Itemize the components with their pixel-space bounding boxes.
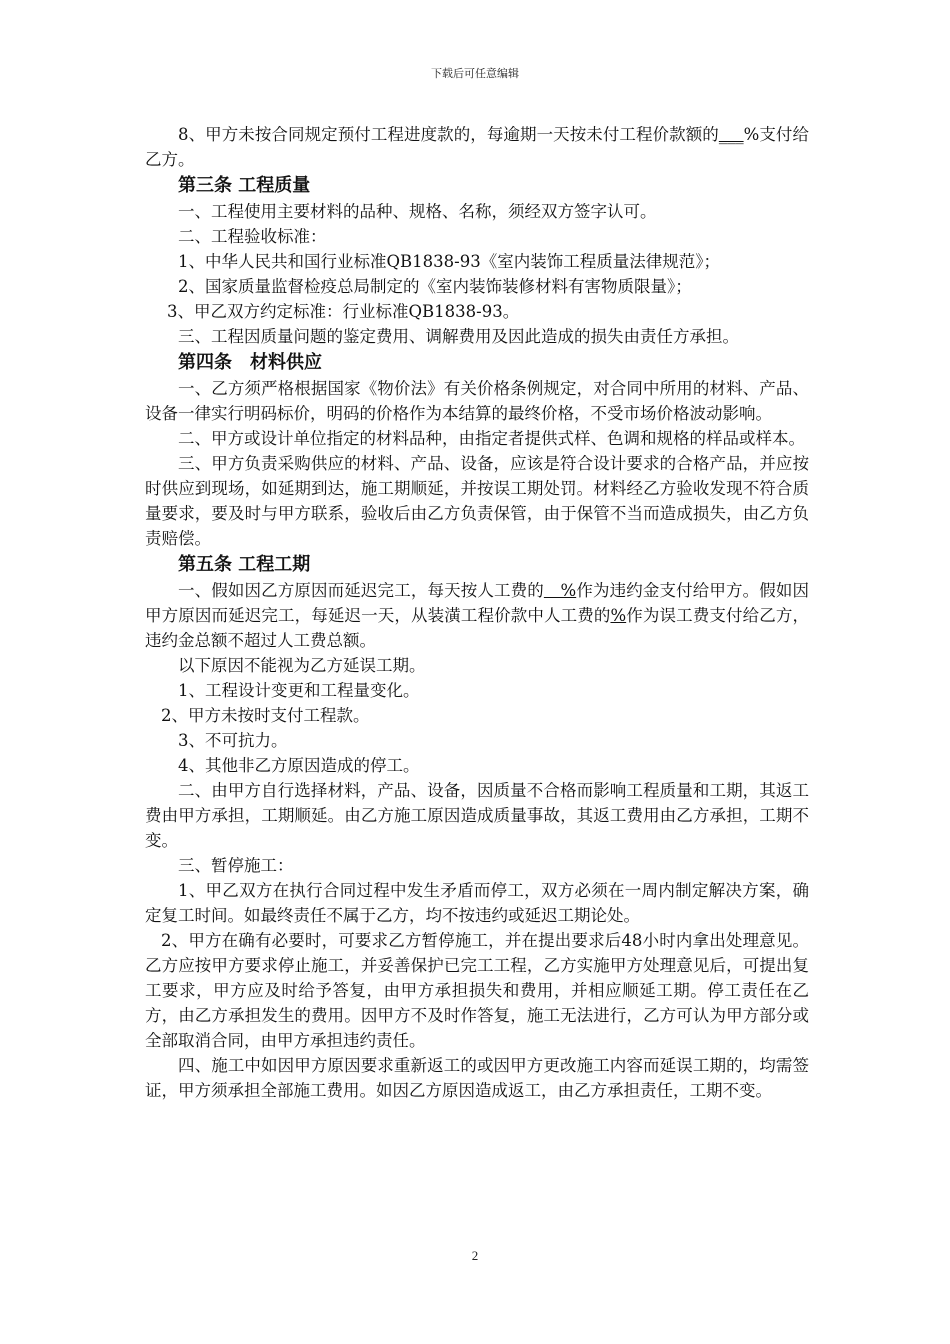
section-5-item-1-b: 作为违约金支付给甲方。假如因甲方原因而延迟完工，每延迟一天，从装潢工程价款中人工费的 <box>145 581 810 625</box>
section-5-blank-2: % <box>610 606 627 625</box>
page-number: 2 <box>471 1248 479 1263</box>
section-5-reason-2: 2、甲方未按时支付工程款。 <box>161 706 370 725</box>
clause-8-paragraph <box>145 122 809 172</box>
section-5-blank-1: % <box>543 581 577 600</box>
section-5-item-1-c: 作为误工费支付给乙方，违约金总额不超过人工费总额。 <box>145 606 810 650</box>
section-4-item-3: 三、甲方负责采购供应的材料、产品、设备，应该是符合设计要求的合格产品，并应按时供应到现场，如延期到达，施工期顺延，并按误工期处罚。材料经乙方验收发现不符合质量要求，要及时与甲方联系，验收后由乙方负责保管，由于保管不当而造成损失，由乙方负责赔偿。 <box>145 454 809 548</box>
section-5-item-4: 四、施工中如因甲方原因要求重新返工的或因甲方更改施工内容而延误工期的，均需签证，甲方须承担全部施工费用。如因乙方原因造成返工，由乙方承担责任，工期不变。 <box>145 1056 809 1100</box>
section-3-item-1: 一、工程使用主要材料的品种、规格、名称，须经双方签字认可。 <box>178 202 657 221</box>
section-5-note: 以下原因不能视为乙方延误工期。 <box>178 656 426 675</box>
section-5-title: 第五条 工程工期 <box>178 554 311 575</box>
section-3-item-3: 三、工程因质量问题的鉴定费用、调解费用及因此造成的损失由责任方承担。 <box>178 327 739 346</box>
clause-8-text: 8、甲方未按合同规定预付工程进度款的，每逾期一天按未付工程价款额的 <box>178 125 719 144</box>
section-4-item-2: 二、甲方或设计单位指定的材料品种，由指定者提供式样、色调和规格的样品或样本。 <box>178 429 805 448</box>
section-5-suspension-2: 2、甲方在确有必要时，可要求乙方暂停施工，并在提出要求后48小时内拿出处理意见。乙方应按甲方要求停止施工，并妥善保护已完工工程，乙方实施甲方处理意见后，可提出复工要求，甲方应及时给予答复，由甲方承担损失和费用，并相应顺延工期。停工责任在乙方，由乙方承担发生的费用。因甲方不及时作答复，施工无法进行，乙方可认为甲方部分或全部取消合同，由甲方承担违约责任。 <box>145 931 809 1050</box>
section-4-item-1: 一、乙方须严格根据国家《物价法》有关价格条例规定，对合同中所用的材料、产品、设备一律实行明码标价，明码的价格作为本结算的最终价格，不受市场价格波动影响。 <box>145 379 809 423</box>
section-5-item-2: 二、由甲方自行选择材料，产品、设备，因质量不合格而影响工程质量和工期，其返工费由甲方承担，工期顺延。由乙方施工原因造成质量事故，其返工费用由乙方承担，工期不变。 <box>145 781 809 850</box>
section-5-item-1 <box>145 578 809 653</box>
section-5-item-3: 三、暂停施工： <box>178 856 294 875</box>
header-note: 下载后可任意编辑 <box>431 67 519 80</box>
section-5-suspension-1: 1、甲乙双方在执行合同过程中发生矛盾而停工，双方必须在一周内制定解决方案，确定复工时间。如最终责任不属于乙方，均不按违约或延迟工期论处。 <box>145 881 809 925</box>
section-3-item-2: 二、工程验收标准： <box>178 227 327 246</box>
section-5-item-1-a: 一、假如因乙方原因而延迟完工，每天按人工费的 <box>178 581 544 600</box>
section-4-title: 第四条 材料供应 <box>178 352 322 373</box>
document-body <box>145 122 809 1103</box>
section-3-title: 第三条 工程质量 <box>178 175 311 196</box>
section-3-standard-1: 1、中华人民共和国行业标准QB1838-93《室内装饰工程质量法律规范》； <box>178 252 720 271</box>
section-3-standard-2: 2、国家质量监督检疫总局制定的《室内装饰装修材料有害物质限量》； <box>178 277 692 296</box>
section-3-standard-3: 3、甲乙双方约定标准：行业标准QB1838-93。 <box>167 302 520 321</box>
section-5-reason-3: 3、不可抗力。 <box>178 731 288 750</box>
clause-8-tail: %支付给乙方。 <box>145 125 810 169</box>
section-5-reason-1: 1、工程设计变更和工程量变化。 <box>178 681 420 700</box>
section-5-reason-4: 4、其他非乙方原因造成的停工。 <box>178 756 420 775</box>
clause-8-blank: ___ <box>718 125 744 144</box>
